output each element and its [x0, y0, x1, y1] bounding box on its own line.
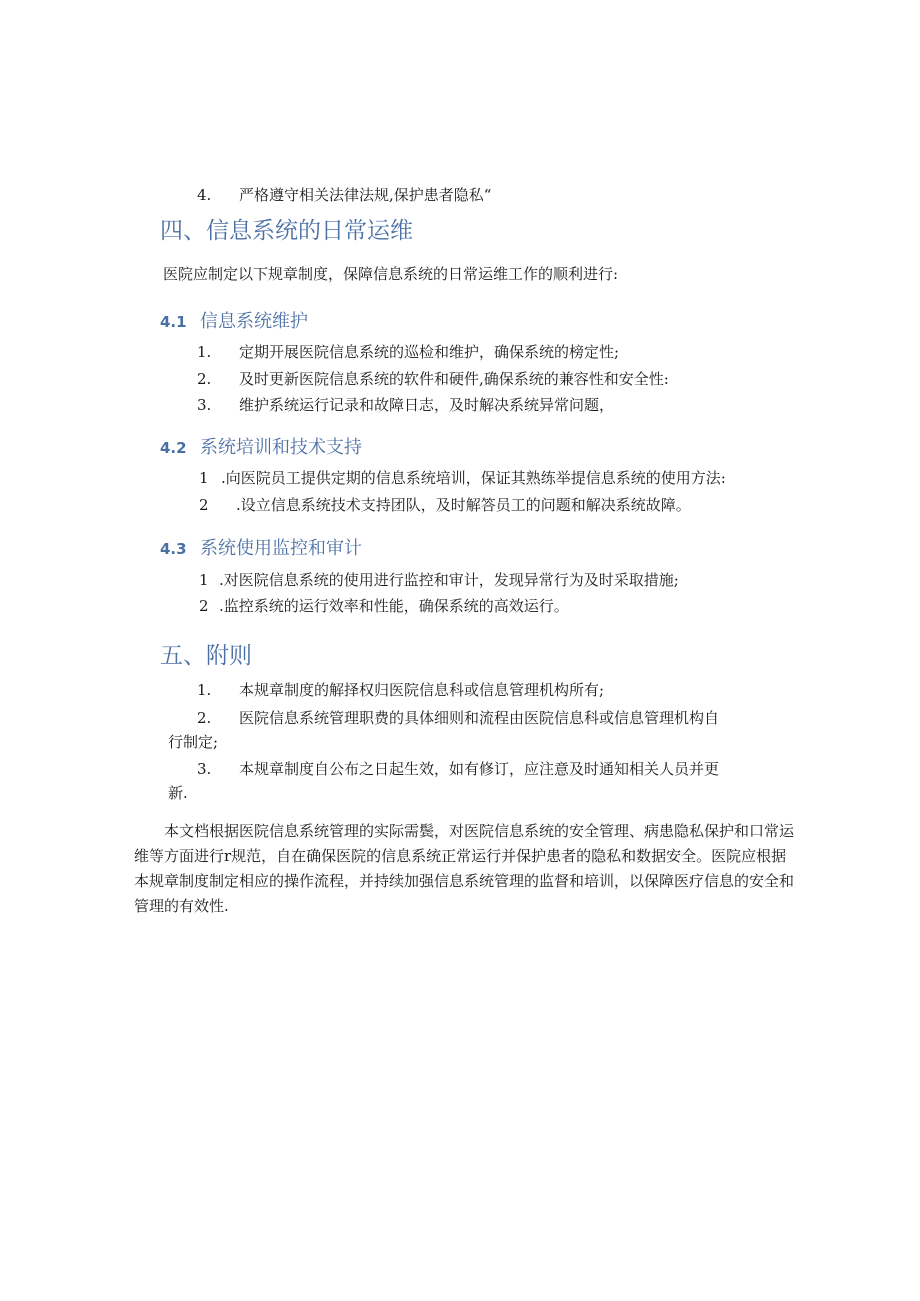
list-item-number: 2.	[197, 370, 212, 388]
list-item-text: .向医院员工提供定期的信息系统培训，保证其熟练举提信息系统的使用方法:	[221, 469, 726, 487]
section-heading-5: 五、附则	[160, 643, 252, 669]
subsection-number: 4.2	[160, 439, 187, 457]
list-item-number: 2	[199, 597, 209, 615]
section-intro: 医院应制定以下规章制度，保障信息系统的日常运维工作的顺利进行:	[163, 265, 619, 283]
subsection-title: 系统培训和技术支持	[200, 437, 362, 458]
list-item-continuation: 行制定;	[168, 733, 219, 751]
list-item-text: 维护系统运行记录和故障日志，及时解决系统异常问题，	[239, 396, 615, 414]
list-item-text: 及时更新医院信息系统的软件和硬件,确保系统的兼容性和安全性:	[239, 370, 669, 388]
subsection-heading-4-3	[160, 537, 362, 561]
list-item-text: .设立信息系统技术支持团队，及时解答员工的问题和解决系统故障。	[236, 496, 691, 514]
subsection-title: 系统使用监控和审计	[200, 538, 362, 559]
list-item-text: .对医院信息系统的使用进行监控和审计，发现异常行为及时采取措施;	[219, 571, 679, 589]
list-item-text: 本规章制度的解择权归医院信息科或信息管理机构所有;	[239, 681, 605, 699]
list-item-number: 3.	[197, 396, 212, 414]
subsection-title: 信息系统维护	[200, 311, 308, 332]
list-item-continuation: 新.	[168, 784, 188, 802]
list-item-number: 1	[199, 571, 209, 589]
list-item-number: 3.	[197, 760, 212, 778]
list-item-text: 严格遵守相关法律法规,保护患者隐私“	[239, 186, 492, 204]
list-item-number: 2.	[197, 709, 212, 727]
list-item-text: 定期开展医院信息系统的巡检和维护，确保系统的榜定性;	[239, 343, 620, 361]
list-item-number: 1	[199, 469, 209, 487]
list-item-number: 1.	[197, 343, 212, 361]
list-item-number: 1.	[197, 681, 212, 699]
subsection-heading-4-1	[160, 310, 308, 334]
subsection-number: 4.1	[160, 313, 187, 331]
list-item-text: .监控系统的运行效率和性能，确保系统的高效运行。	[219, 597, 569, 615]
subsection-number: 4.3	[160, 540, 187, 558]
list-item-number: 4.	[197, 186, 212, 204]
list-item-number: 2	[199, 496, 209, 514]
list-item-text: 医院信息系统管理职费的具体细则和流程由医院信息科或信息管理机构自	[239, 709, 720, 727]
section-heading-4: 四、信息系统的日常运维	[160, 218, 413, 244]
subsection-heading-4-2	[160, 436, 362, 460]
closing-paragraph: 本文档根据医院信息系统管理的实际需鬓，对医院信息系统的安全管理、病患隐私保护和口常运维等方面进行r规范，自在确保医院的信息系统正常运行并保护患者的隐私和数据安全。医院应根据本规章制度制定相应的操作流程，并持续加强信息系统管理的监督和培训，以保障医疗信息的安全和管理的有效性.	[134, 822, 795, 915]
list-item-text: 本规章制度自公布之日起生效，如有修订，应注意及时通知相关人员并更	[239, 760, 720, 778]
